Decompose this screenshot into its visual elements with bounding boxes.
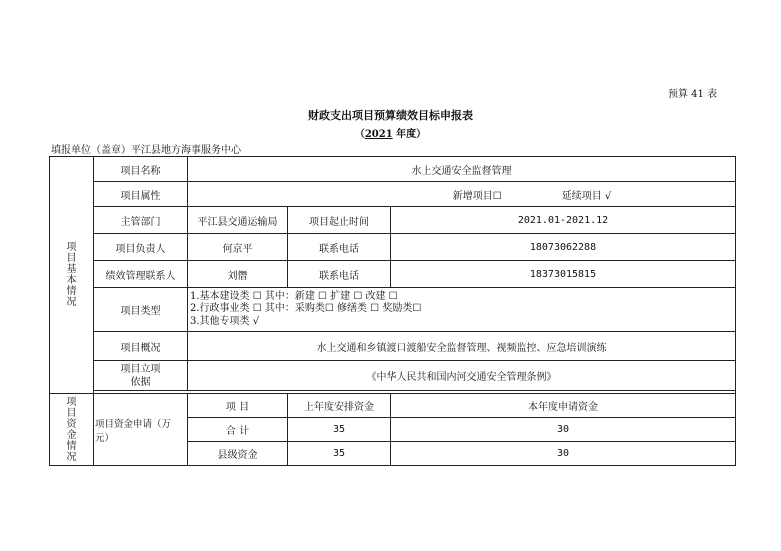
funds-col-last-year: 上年度安排资金: [288, 394, 391, 418]
funds-county-label: 县级资金: [188, 442, 288, 466]
attribute-continued-option: 延续项目 √: [561, 190, 612, 202]
funds-total-last-year: 35: [288, 418, 391, 442]
basic-section-char: 情: [66, 286, 77, 297]
funds-section-char: 情: [66, 440, 77, 452]
leader-phone-value: 18073062288: [391, 234, 736, 261]
funds-total-label: 合 计: [188, 418, 288, 442]
year-line: [0, 125, 781, 140]
project-type-line-2: 2.行政事业类 ☐ 其中：采购类☐ 修缮类 ☐ 奖励类☐: [190, 303, 422, 315]
department-value: 平江县交通运输局: [188, 207, 288, 234]
funds-section-char: 金: [66, 429, 77, 441]
funds-county-this-year: 30: [391, 442, 736, 466]
attribute-new-option: 新增项目☐: [452, 190, 502, 202]
row-project-type: [50, 288, 736, 332]
performance-contact-label: 绩效管理联系人: [94, 261, 188, 288]
funds-section-char: 况: [66, 451, 77, 463]
basic-section-char: 况: [66, 297, 77, 308]
row-project-attribute: [50, 182, 736, 207]
funds-section-char: 目: [66, 407, 77, 419]
leader-phone-label: 联系电话: [288, 234, 391, 261]
department-label: 主管部门: [94, 207, 188, 234]
funds-section: [50, 394, 94, 466]
funds-total-this-year: 30: [391, 418, 736, 442]
basic-section-char: 本: [66, 275, 77, 286]
performance-contact-value: 刘僭: [188, 261, 288, 288]
row-project-basis: [50, 361, 736, 391]
performance-target-table: [49, 156, 736, 466]
project-type-value: [188, 288, 736, 332]
period-value: 2021.01-2021.12: [391, 207, 736, 234]
funds-county-last-year: 35: [288, 442, 391, 466]
performance-phone-value: 18373015815: [391, 261, 736, 288]
project-type-label: 项目类型: [94, 288, 188, 332]
funds-section-char: 项: [66, 396, 77, 408]
project-basis-label-line-1: 项目立项: [120, 363, 161, 375]
year-close: 年度）: [392, 129, 427, 140]
project-basis-label-line-2: 依据: [130, 376, 151, 388]
year-open: （: [354, 129, 365, 140]
project-name-value: 水上交通安全监督管理: [188, 157, 736, 182]
row-performance-contact: [50, 261, 736, 288]
page-title: 财政支出项目预算绩效目标申报表: [308, 109, 473, 122]
project-basis-value: 《中华人民共和国内河交通安全管理条例》: [188, 361, 736, 391]
performance-phone-label: 联系电话: [288, 261, 391, 288]
row-project-name: [50, 157, 736, 182]
period-label: 项目起止时间: [288, 207, 391, 234]
project-attribute-value: [188, 182, 736, 207]
row-department: [50, 207, 736, 234]
leader-label: 项目负责人: [94, 234, 188, 261]
basic-section-char: 基: [66, 264, 77, 275]
year-value: 2021: [364, 129, 393, 140]
basic-section-char: 目: [66, 253, 77, 264]
basic-section-char: 项: [66, 242, 77, 253]
project-overview-value: 水上交通和乡镇渡口渡船安全监督管理、视频监控、应急培训演练: [188, 332, 736, 361]
leader-value: 何京平: [188, 234, 288, 261]
funds-col-item: 项 目: [188, 394, 288, 418]
project-name-label: 项目名称: [94, 157, 188, 182]
funds-col-this-year: 本年度申请资金: [391, 394, 736, 418]
filling-unit: 填报单位（盖章）平江县地方海事服务中心: [51, 145, 241, 156]
row-project-leader: [50, 234, 736, 261]
project-type-line-3: 3.其他专项类 √: [190, 315, 260, 327]
row-funds-header: [50, 394, 736, 418]
project-attribute-label: 项目属性: [94, 182, 188, 207]
funds-apply-label: 项目资金申请（万元）: [94, 394, 188, 466]
row-project-overview: [50, 332, 736, 361]
project-basis-label: [94, 361, 188, 391]
funds-section-char: 资: [66, 418, 77, 430]
basic-info-section: [50, 157, 94, 394]
project-type-line-1: 1.基本建设类 ☐ 其中：新建 ☐ 扩建 ☐ 改建 ☐: [190, 290, 398, 302]
project-overview-label: 项目概况: [94, 332, 188, 361]
table-number: 预算 41 表: [668, 89, 718, 100]
